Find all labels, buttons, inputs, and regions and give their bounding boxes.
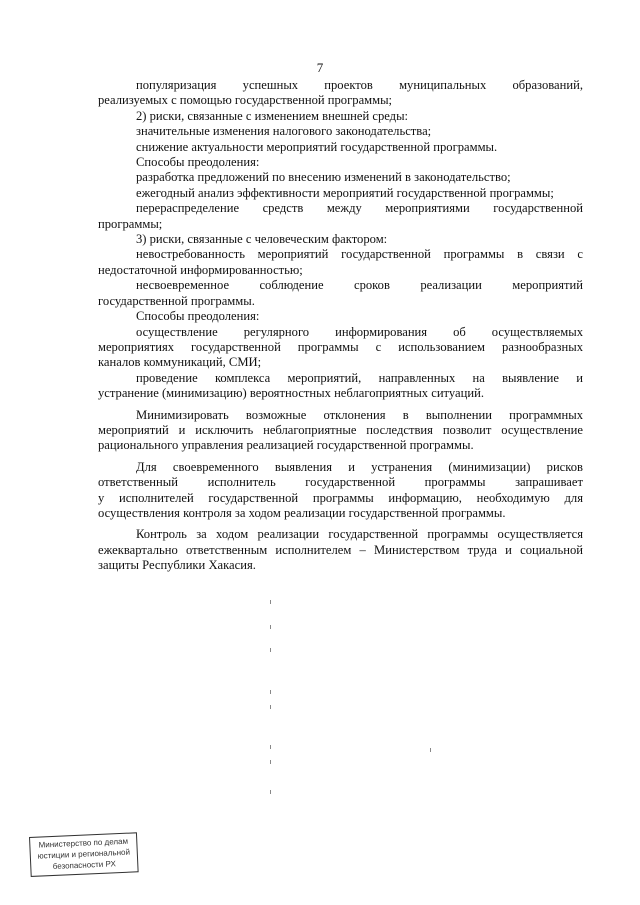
text-line: устранение (минимизацию) вероятностных неблагоприятных ситуаций. [98,386,484,401]
text-line: невостребованность мероприятий государственной программы в связи с [136,247,583,262]
text-line: 3) риски, связанные с человеческим фактором: [136,232,388,247]
text-line: разработка предложений по внесению изменений в законодательство; [136,170,511,185]
text-line: перераспределение средств между мероприятиями государственной [136,201,583,216]
text-line: каналов коммуникаций, СМИ; [98,355,262,370]
text-line: значительные изменения налогового законодательства; [136,124,432,139]
text-line: ежеквартально ответственным исполнителем – Министерством труда и социальной [98,542,583,557]
text-line: снижение актуальности мероприятий государственной программы. [136,139,498,154]
text-line: мероприятиях государственной программы с использованием разнообразных [98,339,583,354]
text-line: ежегодный анализ эффективности мероприятий государственной программы; [136,185,554,200]
text-line: Для своевременного выявления и устранения (минимизации) рисков [136,459,583,474]
text-line: реализуемых с помощью государственной программы; [98,93,393,108]
stamp-line-2: юстиции и региональной [37,847,131,861]
text-line: рационального управления реализацией государственной программы. [98,438,474,453]
text-line: Способы преодоления: [136,309,260,324]
text-line: ответственный исполнитель государственной программы запрашивает [98,475,583,490]
text-line: Контроль за ходом реализации государственной программы осуществляется [136,527,583,542]
text-line: популяризация успешных проектов муниципальных образований, [136,78,583,92]
text-line: Минимизировать возможные отклонения в выполнении программных [136,407,583,422]
text-line: государственной программы. [98,293,255,308]
text-line: несвоевременное соблюдение сроков реализации мероприятий [136,278,583,293]
text-line: мероприятий и исключить неблагоприятные последствия позволит осуществление [98,422,583,437]
text-line: защиты Республики Хакасия. [98,558,256,573]
text-line: 2) риски, связанные с изменением внешней среды: [136,108,409,123]
registration-stamp [29,832,139,877]
text-line: программы; [98,216,163,231]
text-line: недостаточной информированностью; [98,262,303,277]
text-line: Способы преодоления: [136,155,260,170]
text-line: у исполнителей государственной программы информацию, необходимую для [98,490,583,505]
text-line: проведение комплекса мероприятий, направленных на выявление и [136,370,583,385]
text-line: осуществление регулярного информирования об осуществляемых [136,324,583,339]
stamp-line-1: Министерство по делам [38,836,129,850]
stamp-line-3: безопасности РХ [52,859,116,871]
document-body [98,78,583,574]
text-line: осуществления контроля за ходом реализации государственной программы. [98,505,506,520]
page-number: 7 [316,60,324,75]
